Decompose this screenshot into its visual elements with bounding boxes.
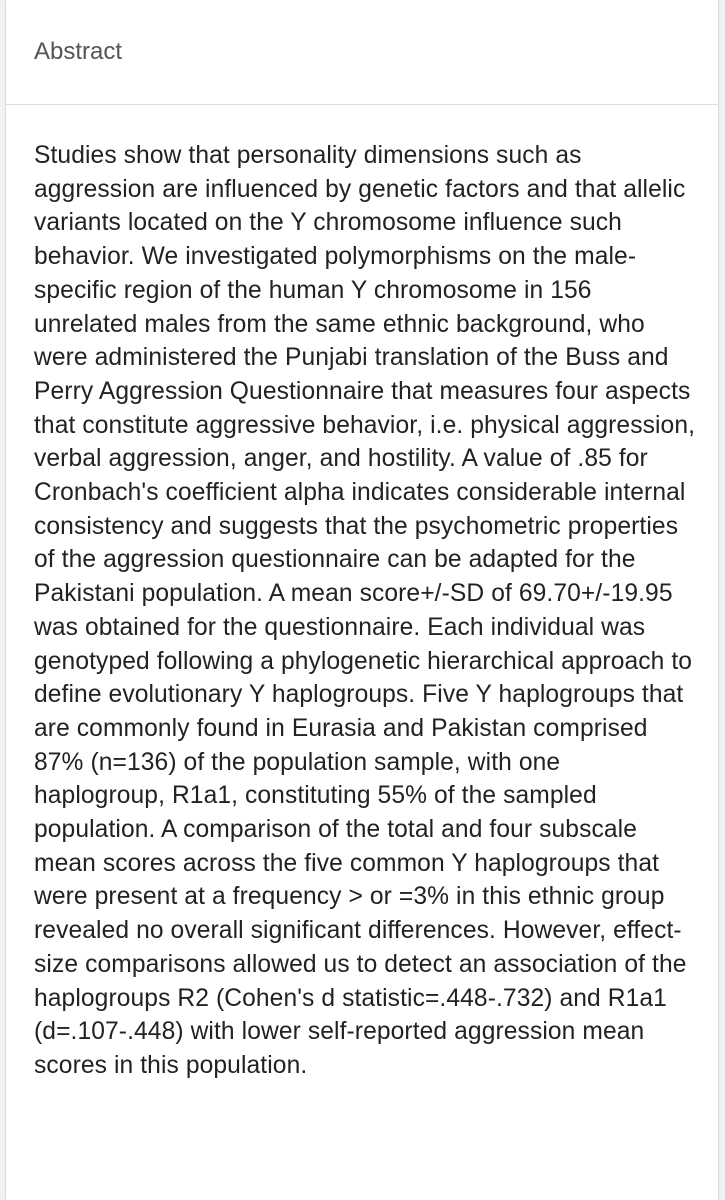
abstract-card <box>6 0 718 1200</box>
abstract-text: Studies show that personality dimensions such as aggression are influenced by genetic factors and that allelic variants located on the Y chromosome influence such behavior. We investigated polymorphisms on the male-specific region of the human Y chromosome in 156 unrelated males from the same ethnic background, who were administered the Punjabi translation of the Buss and Perry Aggression Questionnaire that measures four aspects that constitute aggressive behavior, i.e. physical aggression, verbal aggression, anger, and hostility. A value of .85 for Cronbach's coefficient alpha indicates considerable internal consistency and suggests that the psychometric properties of the aggression questionnaire can be adapted for the Pakistani population. A mean score+/-SD of 69.70+/-19.95 was obtained for the questionnaire. Each individual was genotyped following a phylogenetic hierarchical approach to define evolutionary Y haplogroups. Five Y haplogroups that are commonly found in Eurasia and Pakistan comprised 87% (n=136) of the population sample, with one haplogroup, R1a1, constituting 55% of the sampled population. A comparison of the total and four subscale mean scores across the five common Y haplogroups that were present at a frequency > or =3% in this ethnic group revealed no overall significant differences. However, effect-size comparisons allowed us to detect an association of the haplogroups R2 (Cohen's d statistic=.448-.732) and R1a1 (d=.107-.448) with lower self-reported aggression mean scores in this population. <box>34 142 696 1079</box>
abstract-body <box>6 105 718 1083</box>
abstract-title: Abstract <box>34 38 123 65</box>
abstract-header[interactable] <box>6 0 718 105</box>
